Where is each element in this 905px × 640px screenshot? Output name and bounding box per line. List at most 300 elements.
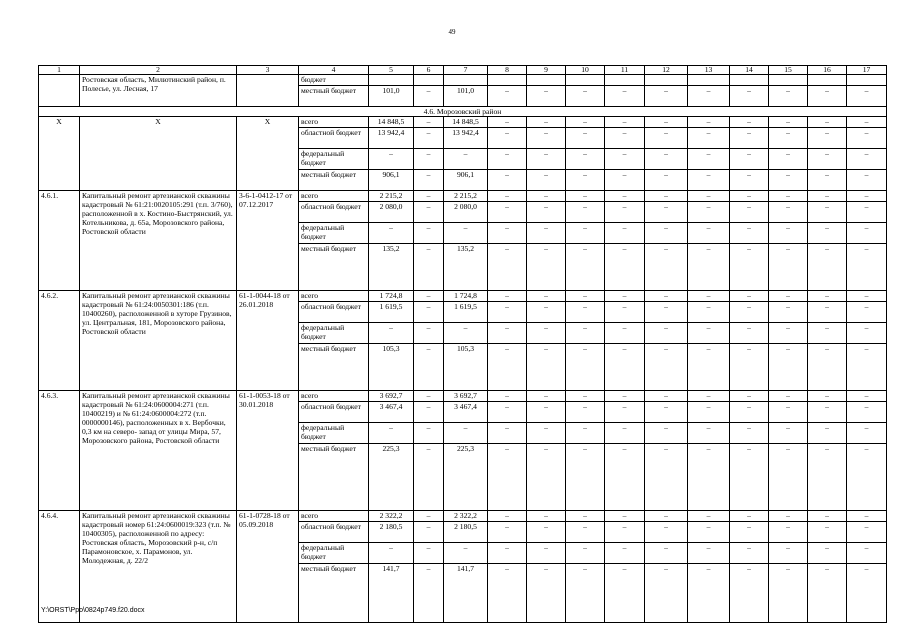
cell-col6: – (414, 223, 444, 244)
cell-source: федеральный бюджет (299, 323, 369, 344)
cell-col13: – (688, 344, 730, 391)
cell-col15: – (769, 302, 808, 323)
cell-name: X (80, 117, 237, 191)
cell-col10: – (566, 423, 605, 444)
cell-source: бюджет (299, 75, 369, 86)
cell-col11: – (605, 117, 645, 128)
district-row (39, 107, 887, 117)
cell-col17: – (847, 223, 887, 244)
cell-col17: – (847, 522, 887, 543)
cell-col5: 1 619,5 (369, 302, 414, 323)
cell-col8: – (488, 244, 527, 291)
cell-col8: – (488, 291, 527, 302)
cell-col15: – (769, 128, 808, 149)
cell-col5: 2 215,2 (369, 191, 414, 202)
cell-col9: – (527, 543, 566, 564)
cell-col17: – (847, 511, 887, 522)
cell-col12: – (645, 391, 688, 402)
cell-col9: – (527, 444, 566, 511)
cell-col5: 101,0 (369, 86, 414, 107)
cell-col8: – (488, 564, 527, 623)
cell-col10: – (566, 522, 605, 543)
cell-col8: – (488, 344, 527, 391)
cell-col14: – (730, 223, 769, 244)
cell-col9: – (527, 149, 566, 170)
cell-col16: – (808, 564, 847, 623)
cell-col5: 135,2 (369, 244, 414, 291)
cell-col11: – (605, 511, 645, 522)
cell-col7: 225,3 (444, 444, 488, 511)
cell-col11: – (605, 244, 645, 291)
cell-col7: 101,0 (444, 86, 488, 107)
cell-col17: – (847, 543, 887, 564)
cell-number: 4.6.1. (39, 191, 80, 291)
cell-col10: – (566, 244, 605, 291)
cell-col9: – (527, 86, 566, 107)
cell-col8: – (488, 117, 527, 128)
cell-col10: – (566, 344, 605, 391)
cell-col14: – (730, 391, 769, 402)
cell-name: Капитальный ремонт артезианской скважины кадастровый № 61:24:0600004:271 (т.п. 10400219) и № 61:24:0600004:272 (т.п. 0000000146), расположенных в х. Вербочки, 0,3 км на северо- запад от улицы Мира, 57, Морозовского района, Ростовской области (80, 391, 237, 511)
cell-col7: 3 692,7 (444, 391, 488, 402)
cell-col16: – (808, 128, 847, 149)
header-cell-6: 6 (414, 66, 444, 75)
cell-col8: – (488, 543, 527, 564)
cell-document (237, 75, 299, 107)
cell-col5: 906,1 (369, 170, 414, 191)
cell-source: всего (299, 117, 369, 128)
cell-col13: – (688, 244, 730, 291)
cell-col12: – (645, 86, 688, 107)
cell-col12: – (645, 344, 688, 391)
cell-col13: – (688, 564, 730, 623)
cell-col16: – (808, 302, 847, 323)
cell-col9: – (527, 191, 566, 202)
cell-source: областной бюджет (299, 302, 369, 323)
cell-col9: – (527, 402, 566, 423)
item-row (39, 391, 887, 402)
cell-col17: – (847, 444, 887, 511)
cell-col6: – (414, 402, 444, 423)
cell-col11: – (605, 344, 645, 391)
cell-col11: – (605, 202, 645, 223)
cell-number: 4.6.2. (39, 291, 80, 391)
cell-col6: – (414, 291, 444, 302)
cell-col17: – (847, 117, 887, 128)
cell-col9: – (527, 511, 566, 522)
cell-col14: – (730, 323, 769, 344)
cell-col11: – (605, 543, 645, 564)
cell-col5: 141,7 (369, 564, 414, 623)
cell-document: 61-1-0053-18 от 30.01.2018 (237, 391, 299, 511)
cell-col13: – (688, 543, 730, 564)
cell-col17 (847, 75, 887, 86)
cell-col8: – (488, 323, 527, 344)
cell-col11: – (605, 128, 645, 149)
cell-col8: – (488, 444, 527, 511)
cell-col14: – (730, 522, 769, 543)
cell-col15: – (769, 511, 808, 522)
cell-col17: – (847, 191, 887, 202)
cell-col8: – (488, 191, 527, 202)
cell-col6: – (414, 564, 444, 623)
cell-col15: – (769, 423, 808, 444)
cell-col9: – (527, 344, 566, 391)
cell-col14: – (730, 423, 769, 444)
cell-source: местный бюджет (299, 244, 369, 291)
cell-col7: 3 467,4 (444, 402, 488, 423)
cell-col9: – (527, 564, 566, 623)
cell-col10: – (566, 302, 605, 323)
cell-col11: – (605, 291, 645, 302)
cell-col9: – (527, 522, 566, 543)
cell-col14: – (730, 86, 769, 107)
cell-col11: – (605, 564, 645, 623)
cell-col11: – (605, 522, 645, 543)
cell-col9: – (527, 244, 566, 291)
cell-col5: – (369, 323, 414, 344)
cell-number (39, 75, 80, 107)
cell-source: областной бюджет (299, 202, 369, 223)
cell-col10: – (566, 323, 605, 344)
cell-col8: – (488, 149, 527, 170)
cell-col17: – (847, 170, 887, 191)
cell-col11: – (605, 191, 645, 202)
cell-col13: – (688, 117, 730, 128)
cell-col9: – (527, 170, 566, 191)
cell-col12: – (645, 223, 688, 244)
cell-col7: 1 619,5 (444, 302, 488, 323)
cell-col15: – (769, 391, 808, 402)
cell-col6: – (414, 323, 444, 344)
cell-col17: – (847, 302, 887, 323)
cell-source: всего (299, 511, 369, 522)
cell-col11: – (605, 323, 645, 344)
cell-col8 (488, 75, 527, 86)
cell-col13: – (688, 291, 730, 302)
cell-col6: – (414, 128, 444, 149)
cell-source: местный бюджет (299, 86, 369, 107)
cell-col15: – (769, 522, 808, 543)
cell-col10: – (566, 128, 605, 149)
cell-col5: 1 724,8 (369, 291, 414, 302)
cell-col15: – (769, 223, 808, 244)
cell-col9: – (527, 391, 566, 402)
cell-col13: – (688, 223, 730, 244)
cell-col5: – (369, 223, 414, 244)
cell-col12: – (645, 291, 688, 302)
cell-col6: – (414, 191, 444, 202)
cell-document: X (237, 117, 299, 191)
header-cell-14: 14 (730, 66, 769, 75)
header-cell-13: 13 (688, 66, 730, 75)
cell-col7: 141,7 (444, 564, 488, 623)
cell-col7: 1 724,8 (444, 291, 488, 302)
cell-col12: – (645, 444, 688, 511)
cell-col14: – (730, 302, 769, 323)
cell-col17: – (847, 244, 887, 291)
cell-col17: – (847, 323, 887, 344)
cell-name: Капитальный ремонт артезианской скважины кадастровый номер 61:24:0600019:323 (т.п. № 10400305), расположенной по адресу: Ростовская область, Морозовский р-н, с/п Парамоновское, х. Парамонов, ул. Молодежная, д. 22/2 (80, 511, 237, 623)
cell-col13: – (688, 511, 730, 522)
cell-col8: – (488, 522, 527, 543)
cell-col16: – (808, 223, 847, 244)
cell-col8: – (488, 402, 527, 423)
cell-col6: – (414, 202, 444, 223)
cell-source: федеральный бюджет (299, 223, 369, 244)
cell-col5: 3 467,4 (369, 402, 414, 423)
cell-col10: – (566, 170, 605, 191)
cell-source: местный бюджет (299, 170, 369, 191)
cell-col16: – (808, 323, 847, 344)
cell-col17: – (847, 149, 887, 170)
total-row (39, 117, 887, 128)
cell-col11: – (605, 170, 645, 191)
cell-col5: 2 322,2 (369, 511, 414, 522)
cell-col10: – (566, 402, 605, 423)
cell-col10: – (566, 444, 605, 511)
cell-col5: 14 848,5 (369, 117, 414, 128)
cell-col14: – (730, 543, 769, 564)
cell-col12: – (645, 302, 688, 323)
cell-col6: – (414, 423, 444, 444)
cell-col7: – (444, 543, 488, 564)
cell-col16: – (808, 444, 847, 511)
cell-col7: – (444, 149, 488, 170)
cell-col8: – (488, 223, 527, 244)
cell-col16: – (808, 391, 847, 402)
header-row (39, 66, 887, 75)
cell-col8: – (488, 302, 527, 323)
header-cell-8: 8 (488, 66, 527, 75)
cell-col17: – (847, 391, 887, 402)
header-cell-16: 16 (808, 66, 847, 75)
cell-col16: – (808, 511, 847, 522)
cell-col10: – (566, 202, 605, 223)
cell-col16: – (808, 244, 847, 291)
cell-col13: – (688, 402, 730, 423)
cell-col16: – (808, 149, 847, 170)
cell-col7: 14 848,5 (444, 117, 488, 128)
cell-col10: – (566, 543, 605, 564)
cell-col11: – (605, 149, 645, 170)
cell-col5: – (369, 423, 414, 444)
item-row (39, 291, 887, 302)
cell-number: 4.6.3. (39, 391, 80, 511)
cell-col11: – (605, 423, 645, 444)
cell-col7: 2 215,2 (444, 191, 488, 202)
cell-col6: – (414, 170, 444, 191)
cell-col13: – (688, 444, 730, 511)
cell-col10: – (566, 117, 605, 128)
cell-col16: – (808, 543, 847, 564)
cell-col17: – (847, 291, 887, 302)
cell-col9: – (527, 323, 566, 344)
cell-col15: – (769, 344, 808, 391)
cell-col5: – (369, 543, 414, 564)
cell-col16: – (808, 202, 847, 223)
cell-col15: – (769, 202, 808, 223)
cell-col17: – (847, 344, 887, 391)
cell-col10: – (566, 564, 605, 623)
file-path-footer: Y:\ORST\Ppo\0824p749.f20.docx (41, 607, 145, 614)
cell-col9: – (527, 291, 566, 302)
cell-col6: – (414, 302, 444, 323)
cell-col12: – (645, 128, 688, 149)
cell-col15: – (769, 444, 808, 511)
cell-col15: – (769, 170, 808, 191)
cell-col7: 105,3 (444, 344, 488, 391)
cell-col5: – (369, 149, 414, 170)
cell-source: областной бюджет (299, 128, 369, 149)
cell-col17: – (847, 86, 887, 107)
cell-col14: – (730, 191, 769, 202)
cell-col12: – (645, 423, 688, 444)
cell-col7: – (444, 323, 488, 344)
cell-col6: – (414, 244, 444, 291)
header-cell-5: 5 (369, 66, 414, 75)
cell-col6 (414, 75, 444, 86)
cell-col14: – (730, 444, 769, 511)
cell-col15: – (769, 291, 808, 302)
cell-col16: – (808, 344, 847, 391)
header-cell-17: 17 (847, 66, 887, 75)
cell-col5: 13 942,4 (369, 128, 414, 149)
cell-col6: – (414, 543, 444, 564)
cell-col12: – (645, 244, 688, 291)
cell-col7: 2 180,5 (444, 522, 488, 543)
cell-col14: – (730, 564, 769, 623)
cell-col12: – (645, 543, 688, 564)
cell-col10: – (566, 291, 605, 302)
cell-col14: – (730, 149, 769, 170)
cell-col8: – (488, 202, 527, 223)
cell-col7: 135,2 (444, 244, 488, 291)
cell-col10: – (566, 223, 605, 244)
cell-source: всего (299, 191, 369, 202)
cell-col6: – (414, 444, 444, 511)
cell-col15: – (769, 323, 808, 344)
page-number: 49 (448, 28, 456, 36)
cell-col10: – (566, 511, 605, 522)
cell-col10: – (566, 191, 605, 202)
cell-col8: – (488, 128, 527, 149)
header-cell-9: 9 (527, 66, 566, 75)
cell-col10: – (566, 391, 605, 402)
cell-source: федеральный бюджет (299, 423, 369, 444)
cell-col9: – (527, 302, 566, 323)
cell-col6: – (414, 344, 444, 391)
cell-col13: – (688, 302, 730, 323)
cell-document: 3-6-1-0412-17 от 07.12.2017 (237, 191, 299, 291)
cell-col11: – (605, 444, 645, 511)
cell-col12 (645, 75, 688, 86)
cell-col7: 2 322,2 (444, 511, 488, 522)
header-cell-1: 1 (39, 66, 80, 75)
cell-source: местный бюджет (299, 344, 369, 391)
cell-col15: – (769, 244, 808, 291)
cell-col14: – (730, 202, 769, 223)
cell-col14: – (730, 511, 769, 522)
cell-col6: – (414, 391, 444, 402)
cell-col16: – (808, 522, 847, 543)
cell-col12: – (645, 202, 688, 223)
cell-col17: – (847, 564, 887, 623)
cell-col7 (444, 75, 488, 86)
cell-col12: – (645, 323, 688, 344)
cell-col11: – (605, 391, 645, 402)
header-cell-10: 10 (566, 66, 605, 75)
cell-col15: – (769, 149, 808, 170)
cell-col11: – (605, 302, 645, 323)
cell-source: местный бюджет (299, 444, 369, 511)
cell-name: Капитальный ремонт артезианской скважины кадастровый № 61:21:0020105:291 (т.п. 3/760), расположенной в х. Костино-Быстрянский, ул. Котельникова, д. 65а, Морозовского района, Ростовской области (80, 191, 237, 291)
cell-col16: – (808, 423, 847, 444)
cell-col6: – (414, 117, 444, 128)
cell-col17: – (847, 202, 887, 223)
cell-col6: – (414, 522, 444, 543)
cell-col10: – (566, 86, 605, 107)
cell-col16: – (808, 402, 847, 423)
cell-col7: 2 080,0 (444, 202, 488, 223)
cell-col15: – (769, 564, 808, 623)
budget-table (38, 65, 887, 623)
cell-col5 (369, 75, 414, 86)
cell-col15: – (769, 543, 808, 564)
cell-col12: – (645, 170, 688, 191)
cell-col14: – (730, 344, 769, 391)
cell-col9: – (527, 117, 566, 128)
cell-col11 (605, 75, 645, 86)
cell-col13: – (688, 423, 730, 444)
cell-col9: – (527, 128, 566, 149)
cell-col8: – (488, 511, 527, 522)
cell-col6: – (414, 86, 444, 107)
cell-col13: – (688, 149, 730, 170)
cell-col12: – (645, 522, 688, 543)
cell-number: 4.6.4. (39, 511, 80, 623)
cell-col17: – (847, 128, 887, 149)
cell-col14: – (730, 128, 769, 149)
header-cell-2: 2 (80, 66, 237, 75)
cell-col12: – (645, 191, 688, 202)
cell-col8: – (488, 170, 527, 191)
cell-col6: – (414, 511, 444, 522)
cell-name: Капитальный ремонт артезианской скважины кадастровый № 61:24:0050301:186 (т.п. 10400260), расположенной в хуторе Грузинов, ул. Центральная, 181, Морозовского района, Ростовской области (80, 291, 237, 391)
cell-col16: – (808, 86, 847, 107)
cell-col16: – (808, 291, 847, 302)
cell-col7: 13 942,4 (444, 128, 488, 149)
cell-col9: – (527, 423, 566, 444)
cell-col13 (688, 75, 730, 86)
header-cell-11: 11 (605, 66, 645, 75)
cell-col12: – (645, 564, 688, 623)
cell-col14: – (730, 244, 769, 291)
cell-col13: – (688, 522, 730, 543)
cell-col16: – (808, 170, 847, 191)
cell-source: областной бюджет (299, 402, 369, 423)
cell-col16 (808, 75, 847, 86)
item-row (39, 191, 887, 202)
district-heading: 4.6. Морозовский район (39, 107, 887, 117)
cell-source: федеральный бюджет (299, 543, 369, 564)
cell-source: местный бюджет (299, 564, 369, 623)
cell-document: 61-1-0044-18 от 26.01.2018 (237, 291, 299, 391)
cell-col6: – (414, 149, 444, 170)
cell-col16: – (808, 117, 847, 128)
header-cell-4: 4 (299, 66, 369, 75)
cell-number: X (39, 117, 80, 191)
